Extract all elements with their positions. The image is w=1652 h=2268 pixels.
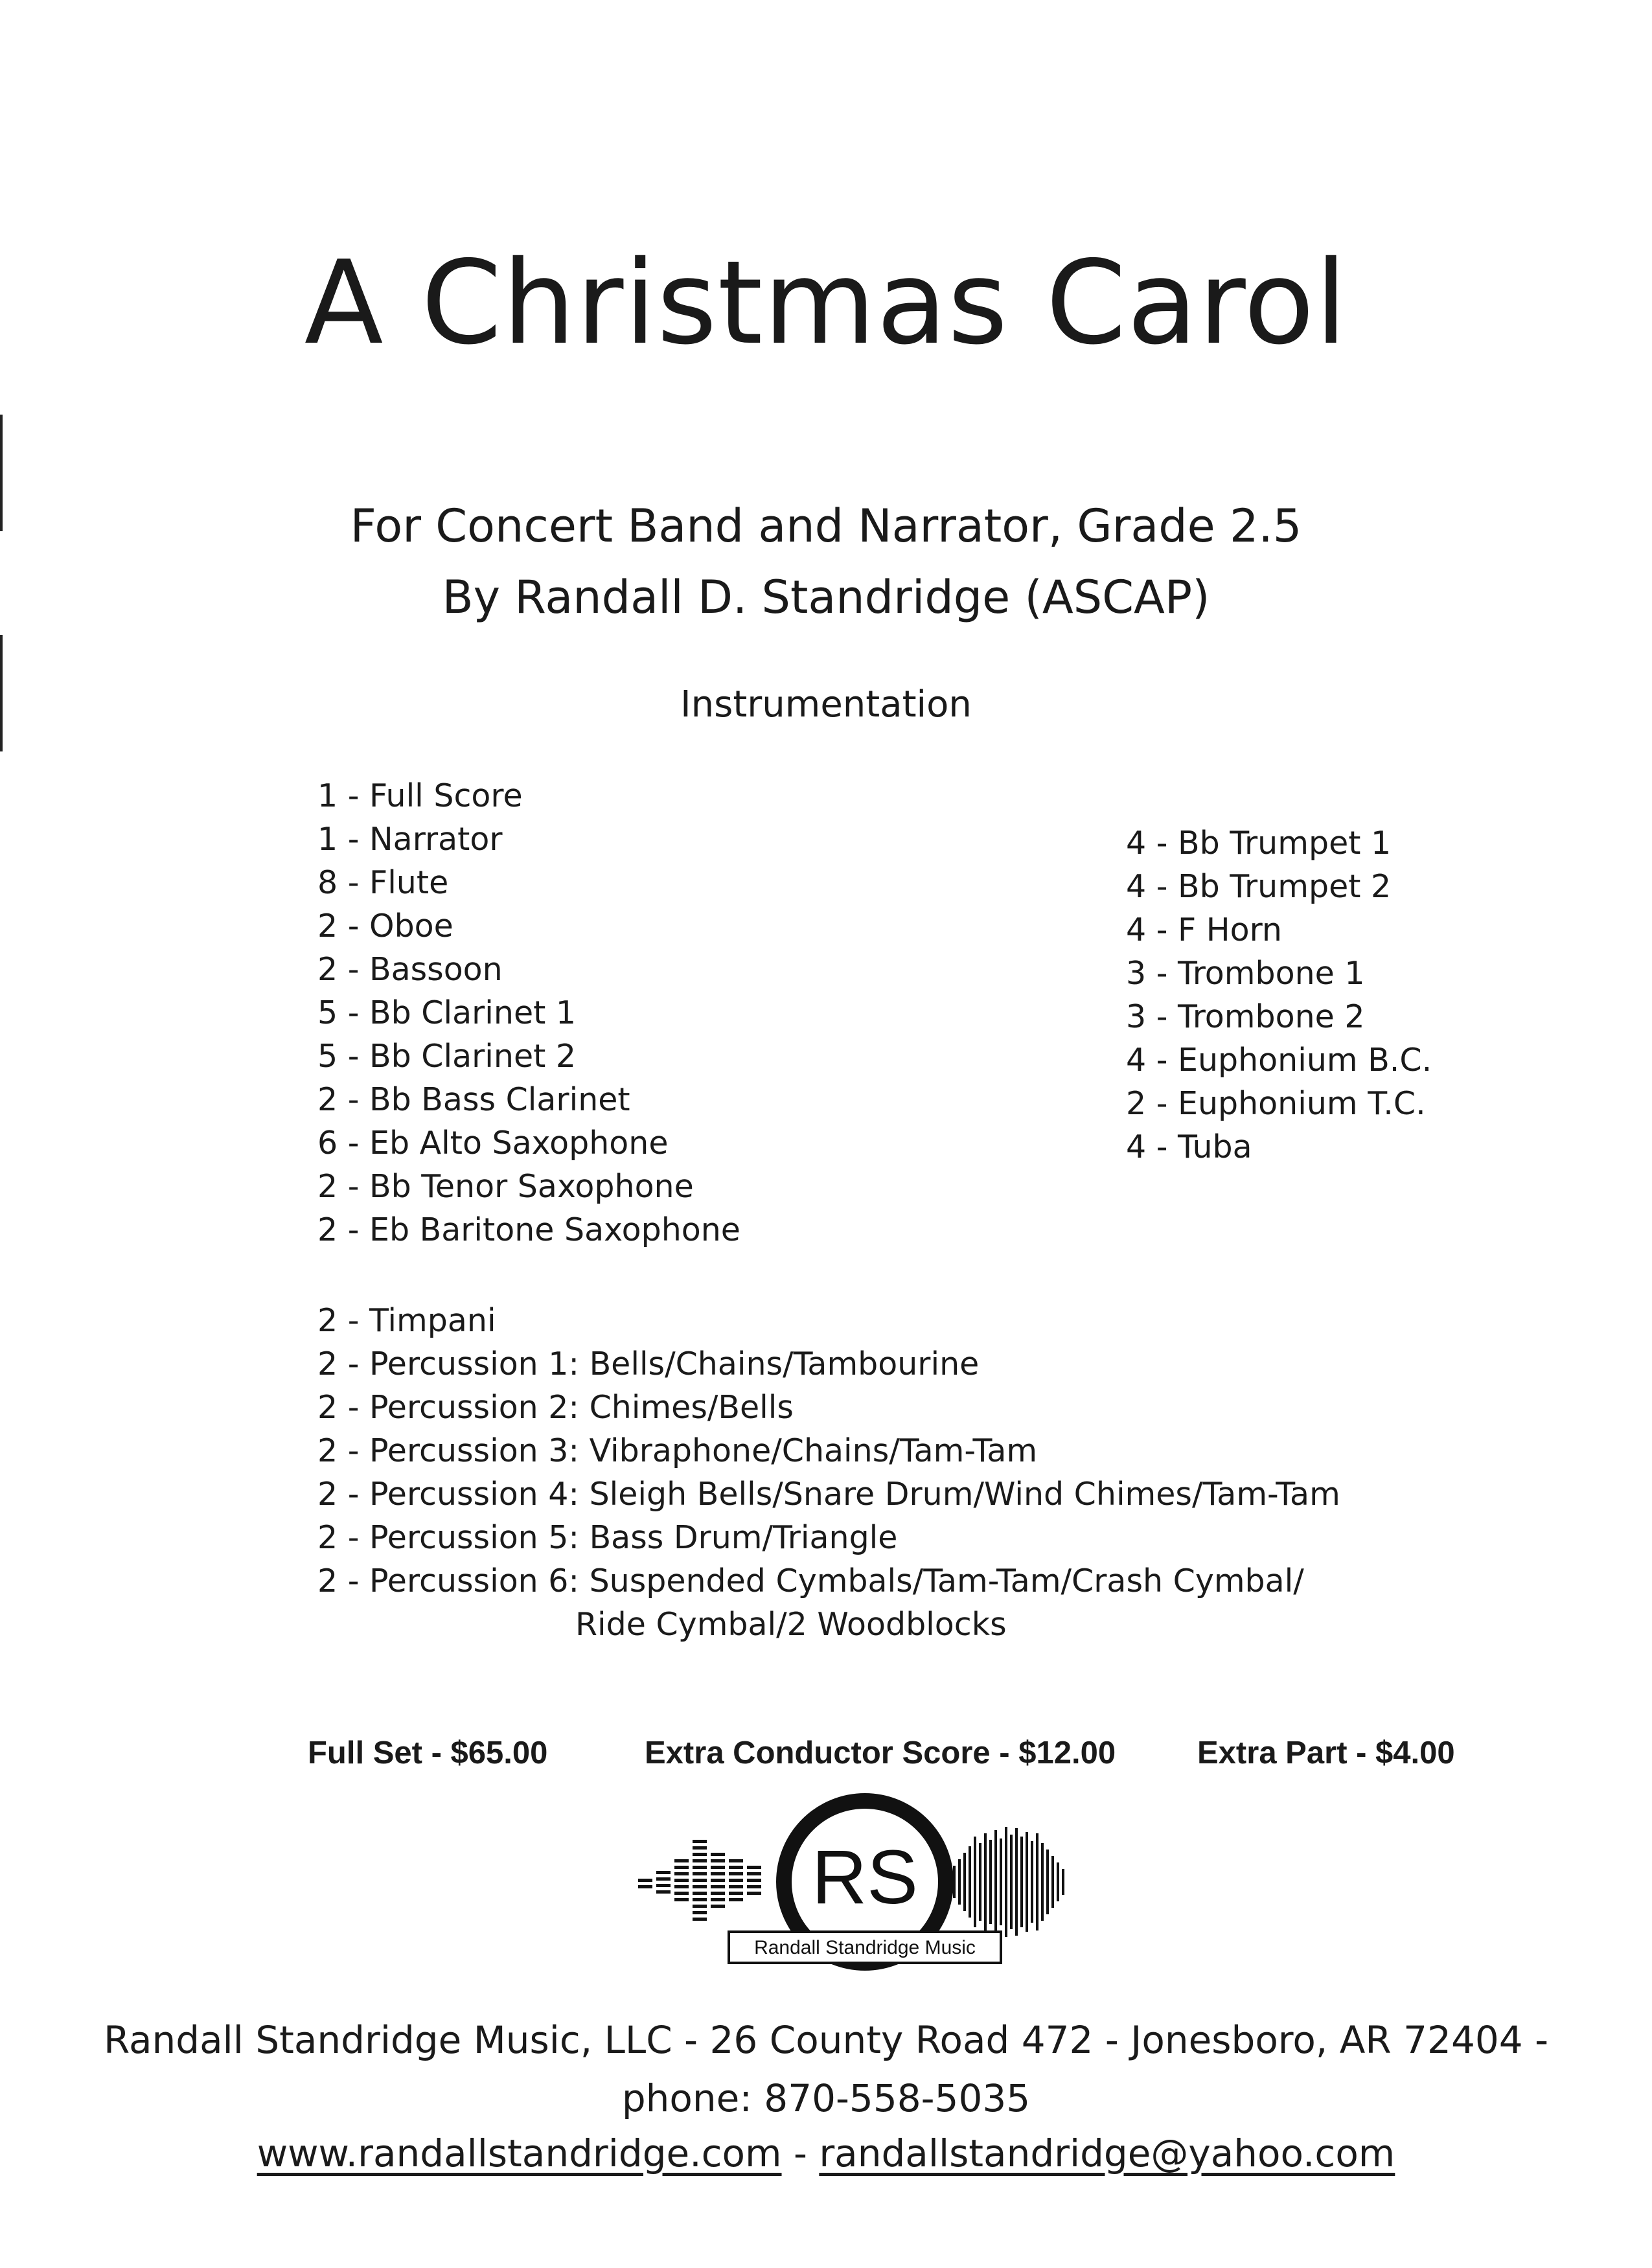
list-item: 5 - Bb Clarinet 1 [317,994,577,1031]
list-item: 2 - Percussion 1: Bells/Chains/Tambourine [317,1346,980,1382]
price-full-set: Full Set - $65.00 [308,1735,548,1770]
price-extra-part: Extra Part - $4.00 [1197,1735,1455,1770]
list-item-continuation: Ride Cymbal/2 Woodblocks [575,1606,1007,1643]
page-title: A Christmas Carol [304,236,1348,370]
subtitle-ensemble: For Concert Band and Narrator, Grade 2.5 [350,499,1302,553]
list-item: 4 - Bb Trumpet 1 [1126,825,1392,862]
subtitle-composer: By Randall D. Standridge (ASCAP) [442,571,1210,624]
footer-address: Randall Standridge Music, LLC - 26 County Road 472 - Jonesboro, AR 72404 - [103,2018,1549,2062]
instrumentation-heading: Instrumentation [680,683,972,726]
list-item: 2 - Percussion 3: Vibraphone/Chains/Tam-Tam [317,1432,1038,1469]
footer-separator: - [781,2131,820,2175]
list-item: 3 - Trombone 1 [1126,955,1365,992]
price-extra-score: Extra Conductor Score - $12.00 [645,1735,1116,1770]
list-item: 4 - F Horn [1126,911,1282,948]
list-item: 6 - Eb Alto Saxophone [317,1125,669,1162]
woodwind-list [317,774,740,1252]
list-item: 2 - Percussion 2: Chimes/Bells [317,1389,794,1426]
list-item: 2 - Percussion 4: Sleigh Bells/Snare Drum/Wind Chimes/Tam-Tam [317,1476,1340,1513]
publisher-logo [632,1788,1098,1976]
list-item: 2 - Bb Bass Clarinet [317,1081,630,1118]
list-item: 2 - Percussion 6: Suspended Cymbals/Tam-Tam/Crash Cymbal/ [317,1563,1304,1599]
list-item: 8 - Flute [317,864,449,901]
list-item: 4 - Euphonium B.C. [1126,1042,1432,1079]
percussion-list [317,1299,1340,1646]
brass-list [1126,821,1432,1169]
list-item: 2 - Percussion 5: Bass Drum/Triangle [317,1519,898,1556]
waveform-graphic [954,1827,1063,1937]
list-item: 2 - Bassoon [317,951,503,988]
list-item: 2 - Oboe [317,908,453,945]
list-item: 1 - Full Score [317,777,523,814]
website-link[interactable]: www.randallstandridge.com [257,2131,782,2175]
list-item: 2 - Timpani [317,1302,496,1339]
list-item: 2 - Eb Baritone Saxophone [317,1211,740,1248]
list-item: 2 - Euphonium T.C. [1126,1085,1426,1122]
list-item: 4 - Tuba [1126,1128,1252,1165]
footer-phone: phone: 870-558-5035 [621,2076,1031,2120]
list-item: 4 - Bb Trumpet 2 [1126,868,1392,905]
list-item: 2 - Bb Tenor Saxophone [317,1168,694,1205]
list-item: 3 - Trombone 2 [1126,998,1365,1035]
logo-caption: Randall Standridge Music [754,1937,976,1958]
footer-links [0,2131,1652,2175]
equalizer-graphic [638,1840,761,1921]
list-item: 5 - Bb Clarinet 2 [317,1038,577,1075]
logo-letters: RS [812,1835,918,1920]
list-item: 1 - Narrator [317,821,503,858]
email-link[interactable]: randallstandridge@yahoo.com [819,2131,1395,2175]
